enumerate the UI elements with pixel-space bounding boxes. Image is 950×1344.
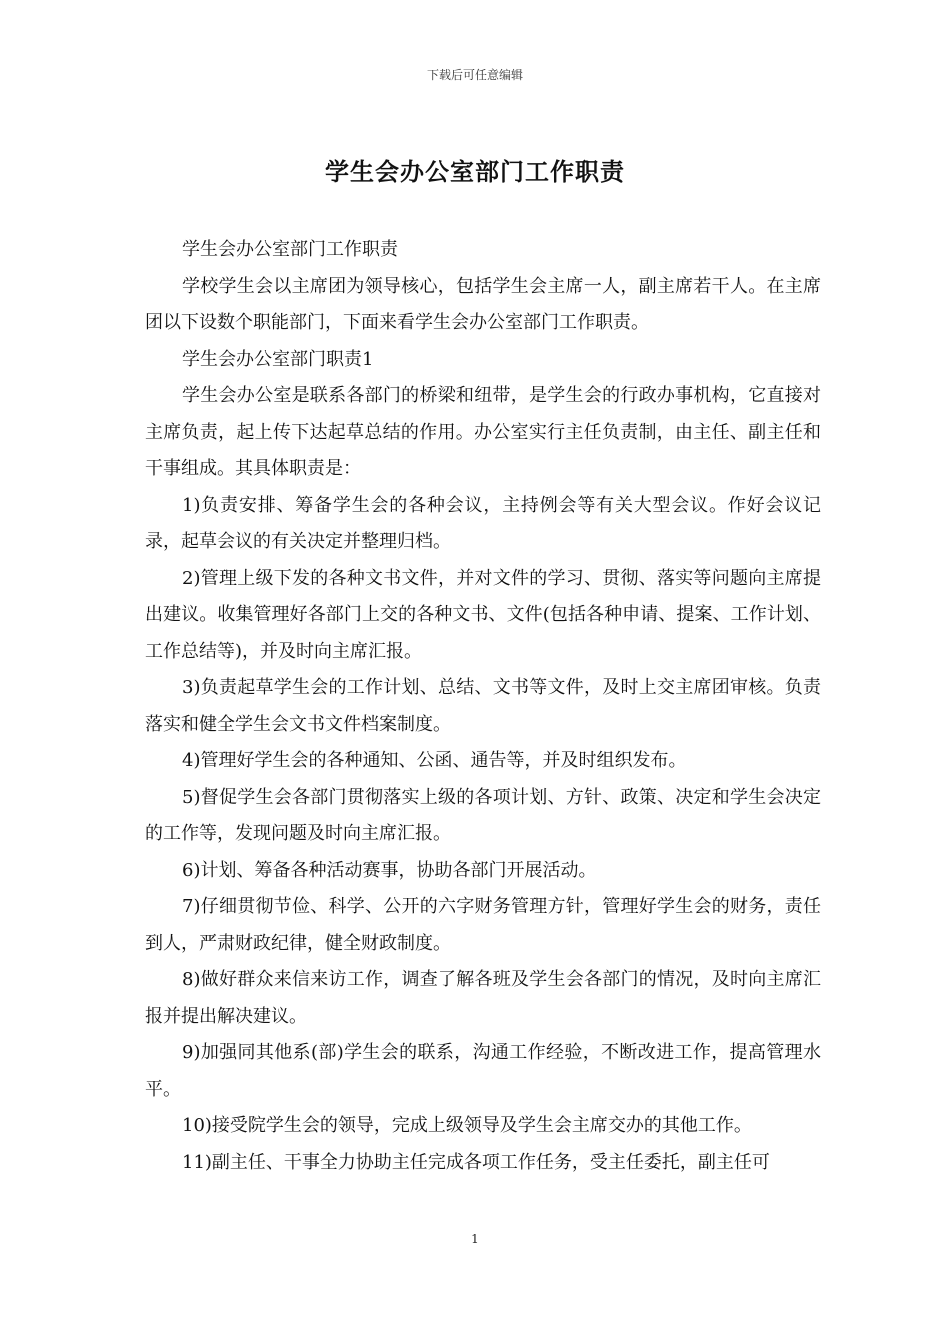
paragraph-intro: 学校学生会以主席团为领导核心，包括学生会主席一人，副主席若干人。在主席团以下设数个职能部门，下面来看学生会办公室部门工作职责。 [145,275,821,333]
duty-item-4: 4)管理好学生会的各种通知、公函、通告等，并及时组织发布。 [182,750,687,771]
duty-item-8: 8)做好群众来信来访工作，调查了解各班及学生会各部门的情况，及时向主席汇报并提出解决建议。 [145,969,821,1027]
duty-item-9: 9)加强同其他系(部)学生会的联系，沟通工作经验，不断改进工作，提高管理水平。 [145,1042,821,1100]
duty-item-11: 11)副主任、干事全力协助主任完成各项工作任务，受主任委托，副主任可 [182,1151,770,1173]
header-note: 下载后可任意编辑 [426,68,523,82]
page-number: 1 [471,1232,479,1246]
document-title: 学生会办公室部门工作职责 [325,158,625,186]
duty-item-3: 3)负责起草学生会的工作计划、总结、文书等文件，及时上交主席团审核。负责落实和健全学生会文书文件档案制度。 [145,677,821,735]
duty-item-7: 7)仔细贯彻节俭、科学、公开的六字财务管理方针，管理好学生会的财务，责任到人，严肃财政纪律，健全财政制度。 [145,896,821,954]
paragraph-section-heading: 学生会办公室部门职责1 [182,348,374,370]
paragraph-subtitle: 学生会办公室部门工作职责 [182,239,398,260]
duty-item-10: 10)接受院学生会的领导，完成上级领导及学生会主席交办的其他工作。 [182,1115,752,1136]
document-body [145,232,821,1181]
duty-item-2: 2)管理上级下发的各种文书文件，并对文件的学习、贯彻、落实等问题向主席提出建议。收集管理好各部门上交的各种文书、文件(包括各种申请、提案、工作计划、工作总结等)，并及时向主席汇报。 [145,567,821,662]
duty-item-6: 6)计划、筹备各种活动赛事，协助各部门开展活动。 [182,859,597,881]
paragraph-overview: 学生会办公室是联系各部门的桥梁和纽带，是学生会的行政办事机构，它直接对主席负责，起上传下达起草总结的作用。办公室实行主任负责制，由主任、副主任和干事组成。其具体职责是： [145,385,821,479]
duty-item-1: 1)负责安排、筹备学生会的各种会议，主持例会等有关大型会议。作好会议记录，起草会议的有关决定并整理归档。 [145,494,821,552]
duty-item-5: 5)督促学生会各部门贯彻落实上级的各项计划、方针、政策、决定和学生会决定的工作等，发现问题及时向主席汇报。 [145,786,821,844]
